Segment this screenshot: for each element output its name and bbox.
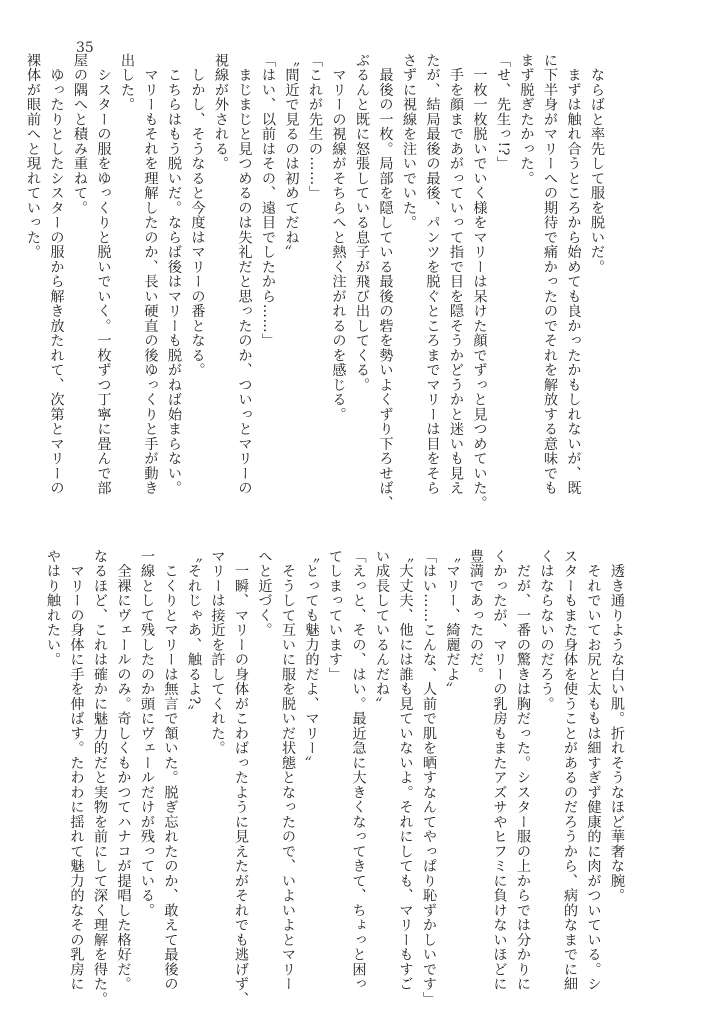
text-line: ならばと率先して服を脱いだ。 [589,53,605,275]
text-line: ゆったりとしたシスターの服から解き放たれて、次第とマリーの [48,53,65,496]
text-line: 「えっと、その、はい。最近急に大きくなってきて、ちょっと困っ [350,549,367,992]
text-line: なるほど、これは確かに魅力的だと実物を前にして深く理解を得た。 [92,549,108,1007]
text-block-bottom [41,549,629,1009]
text-line: 〝マリー、綺麗だよ〟 [444,549,461,697]
text-line: 豊満であったのだ。 [468,549,484,682]
text-line: 最後の一枚。局部を隠している最後の砦を勢いよくずり下ろせば、 [377,53,394,511]
text-line: マリーの身体に手を伸ばす。たわわに揺れて魅力的なその乳房に [68,549,85,992]
text-line: マリーの視線がそちらへと熱く注がれるのを感じる。 [330,53,347,422]
text-block-top [21,53,609,523]
text-line: 裸体が眼前へと現れていった。 [25,53,41,260]
text-line: 屋の隅へと積み重ねて。 [72,53,88,216]
text-line: へと近づく。 [256,549,273,638]
text-line: たが、結局最後の最後、パンツを脱ぐところまでマリーは目をそら [424,53,441,496]
text-line: 手を顔まであがっていって指で目を隠そうかどうかと迷いも見え [448,53,464,496]
text-line: やはり触れたい。 [45,549,61,667]
text-line: マリーは接近を許してくれた。 [209,549,226,756]
text-line: それでいてお尻と太ももは細すぎず健康的に肉がついている。シ [585,549,602,992]
text-line: マリーもそれを理解したのか、長い硬直の後ゆっくりと手が動き [142,53,159,496]
text-line: 一枚一枚脱いでいく様をマリーは呆けた顔でずっと見つめていた。 [471,53,488,511]
text-line: 〝それじゃあ、触るよ?〟 [186,549,202,720]
text-line: 〝間近で見るのは初めてだね〟 [283,53,300,260]
text-line: こくりとマリーは無言で頷いた。脱ぎ忘れたのか、敢えて最後の [162,549,179,992]
text-line: まじまじと見つめるのは失礼だと思ったのか、ついっとマリーの [236,53,253,496]
text-line: スターもまた身体を使うことがあるのだろうから、病的なまでに細 [562,549,578,992]
text-line: こちらはもう脱いだ。ならば後はマリーも脱がねば始まらない。 [166,53,182,496]
text-line: 〝とっても魅力的だよ、マリー〟 [303,549,320,771]
text-line: そうして互いに服を脱いだ状態となったので、いよいよとマリー [280,549,296,992]
text-line: シスターの服をゆっくりと脱いでいく。一枚ずつ丁寧に畳んで部 [95,53,112,496]
text-line: 一瞬、マリーの身体がこわばったように見えたがそれでも逃げず、 [233,549,249,1007]
text-line: だが、一番の驚きは胸だった。シスター服の上からでは分かりに [515,549,531,992]
page-number: 35 [76,40,94,56]
text-line: 透き通りような白い肌。折れそうなほど華奢な腕。 [609,549,625,903]
text-line: 出した。 [119,53,135,112]
text-line: まず脱ぎたかった。 [518,53,535,186]
text-line: 「はい……こんな、人前で肌を晒すなんてやっぱり恥ずかしいです」 [421,549,437,1007]
text-line: い成長しているんだね〟 [374,549,390,712]
text-line: 全裸にヴェールのみ。奇しくもかつてハナコが提唱した格好だ。 [115,549,132,992]
text-line: くはならないのだろう。 [538,549,555,712]
text-line: 〝大丈夫、他には誰も見ていないよ。それにしても、マリーもすご [397,549,414,992]
text-line: 「はい、以前はその、遠目でしたから……」 [260,53,276,348]
text-line: 「これが先生の……」 [307,53,323,201]
text-line: に下半身がマリーへの期待で痛かったのでそれを解放する意味でも [542,53,558,496]
text-line: 視線が外される。 [213,53,229,171]
text-line: まずは触れ合うところから始めても良かったかもしれないが、既 [565,53,582,496]
text-line: 「せ、先生っ!?」 [495,53,511,171]
text-line: しかし、そうなると今度はマリーの番となる。 [189,53,206,378]
text-line: くかったが、マリーの乳房もまたアズサやヒフミに負けないほどに [491,549,508,992]
text-line: さずに視線を注いでいた。 [401,53,417,230]
text-line: てしまっています」 [327,549,343,682]
text-line: 一線として残したのか頭にヴェールだけが残っている。 [139,549,155,918]
text-line: ぶるんと既に怒張している息子が飛び出してくる。 [354,53,370,393]
